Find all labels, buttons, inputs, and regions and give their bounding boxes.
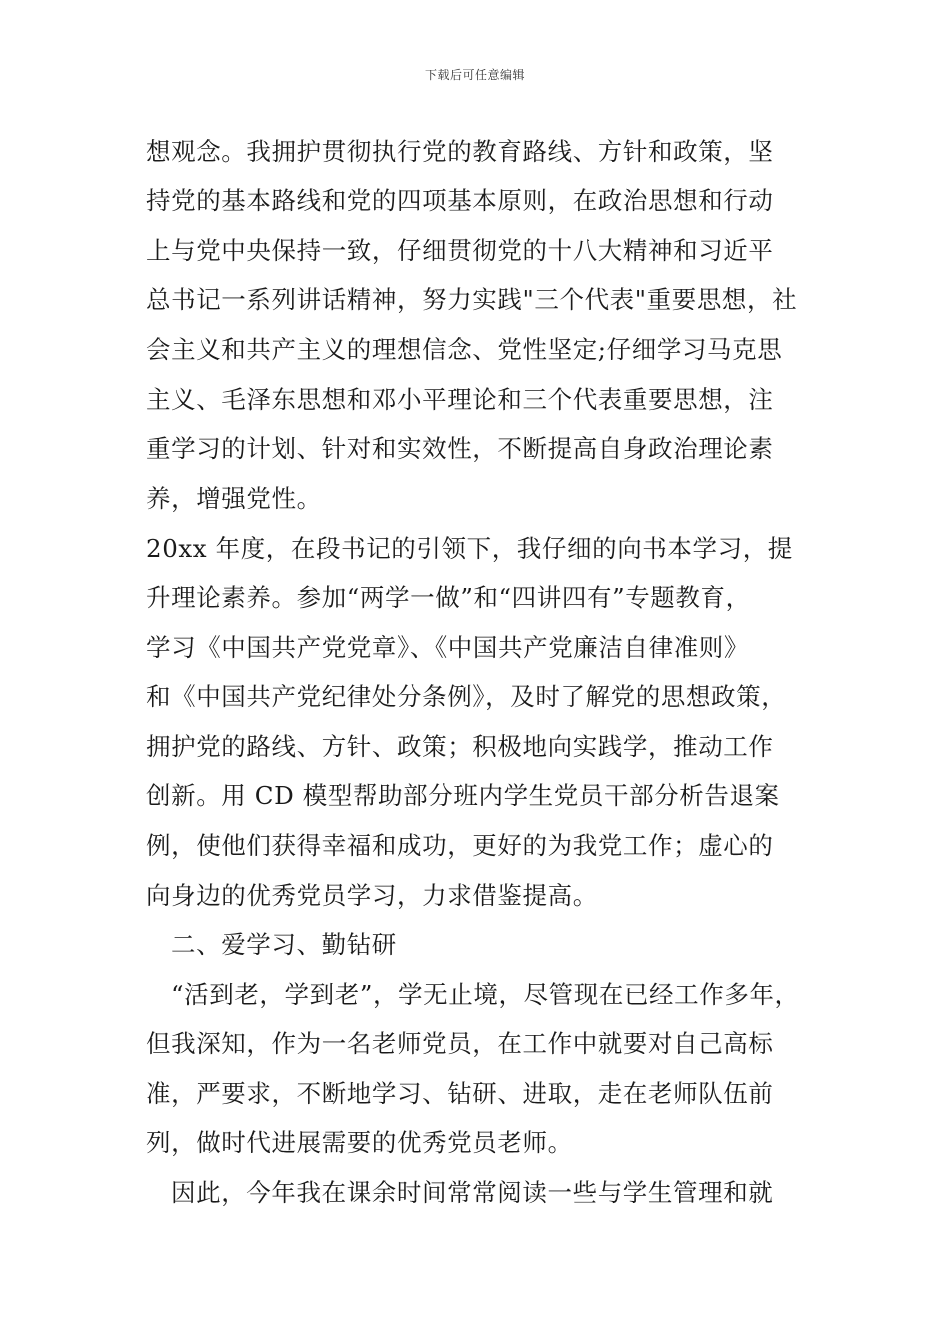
text-line: 上与党中央保持一致，仔细贯彻党的十八大精神和习近平 <box>146 236 774 265</box>
text-line: “活到老，学到老”，学无止境，尽管现在已经工作多年， <box>171 980 800 1009</box>
text-line: 但我深知，作为一名老师党员，在工作中就要对自己高标 <box>146 1029 774 1058</box>
text-line: 养，增强党性。 <box>146 484 322 513</box>
header-note: 下载后可任意编辑 <box>424 68 525 82</box>
text-line: 重学习的计划、针对和实效性，不断提高自身政治理论素 <box>146 434 774 463</box>
text-line: 持党的基本路线和党的四项基本原则，在政治思想和行动 <box>146 186 774 215</box>
text-line: 会主义和共产主义的理想信念、党性坚定;仔细学习马克思 <box>146 335 783 364</box>
text-line: 拥护党的路线、方针、政策；积极地向实践学，推动工作 <box>146 732 774 761</box>
text-line: 想观念。我拥护贯彻执行党的教育路线、方针和政策，坚 <box>146 137 774 166</box>
text-line: 学习《中国共产党党章》、《中国共产党廉洁自律准则》 <box>146 633 749 662</box>
text-line: 升理论素养。参加“两学一做”和“四讲四有”专题教育， <box>146 583 751 612</box>
text-line: 因此，今年我在课余时间常常阅读一些与学生管理和就 <box>171 1178 774 1207</box>
text-line: 主义、毛泽东思想和邓小平理论和三个代表重要思想，注 <box>146 385 774 414</box>
text-line: 总书记一系列讲话精神，努力实践"三个代表"重要思想，社 <box>146 285 798 314</box>
section-heading: 二、爱学习、勤钻研 <box>171 930 397 959</box>
text-line: 20xx 年度，在段书记的引领下，我仔细的向书本学习，提 <box>146 534 793 563</box>
text-line: 向身边的优秀党员学习，力求借鉴提高。 <box>146 881 598 910</box>
text-line: 和《中国共产党纪律处分条例》，及时了解党的思想政策， <box>146 682 787 711</box>
text-line: 例，使他们获得幸福和成功，更好的为我党工作；虚心的 <box>146 831 774 860</box>
text-line: 列，做时代进展需要的优秀党员老师。 <box>146 1128 573 1157</box>
text-line: 准，严要求，不断地学习、钻研、进取，走在老师队伍前 <box>146 1079 774 1108</box>
text-line: 创新。用 CD 模型帮助部分班内学生党员干部分析告退案 <box>146 781 780 810</box>
